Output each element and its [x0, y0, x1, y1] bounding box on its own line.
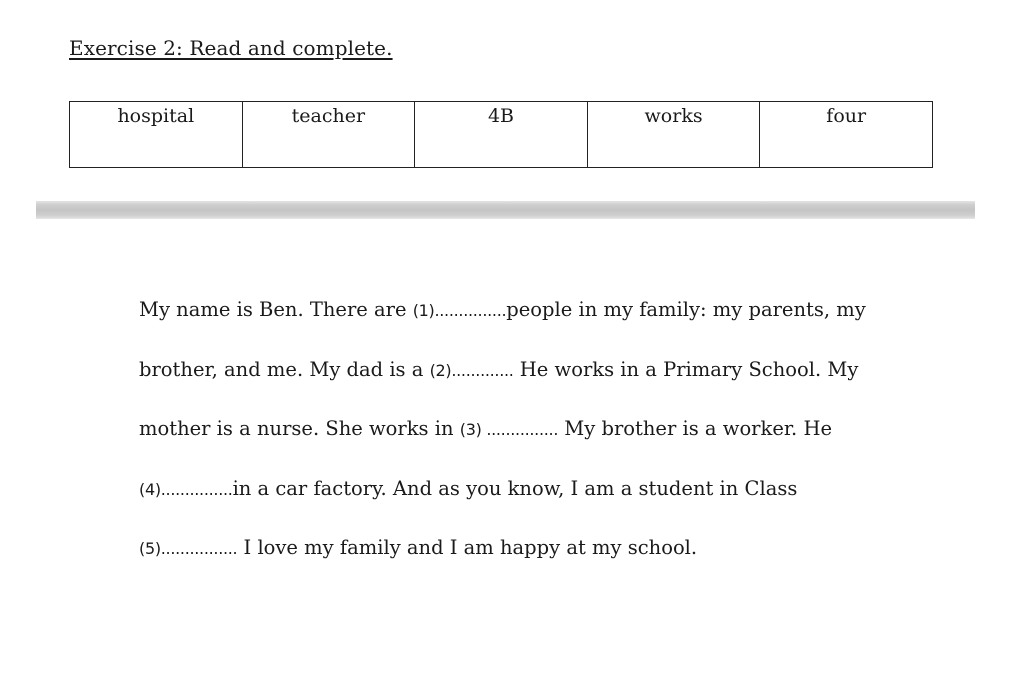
passage-text: brother, and me. My dad is a	[139, 357, 430, 381]
word-bank-cell: 4B	[415, 102, 588, 168]
passage-line-4	[139, 471, 929, 531]
passage-line-5	[139, 530, 929, 590]
passage-text: mother is a nurse. She works in	[139, 417, 460, 440]
blank-1: (1)...............	[412, 301, 507, 320]
word-bank-table	[69, 101, 933, 168]
blank-4: (4)...............	[139, 479, 233, 499]
reading-passage	[139, 292, 929, 590]
section-divider	[36, 201, 975, 219]
exercise-title: Exercise 2: Read and complete.	[69, 36, 393, 60]
passage-line-2	[139, 352, 929, 412]
passage-text: My brother is a worker. He	[558, 417, 832, 440]
passage-text: people in my family: my parents, my	[506, 298, 866, 321]
passage-line-3	[139, 411, 929, 471]
word-bank-cell: works	[587, 102, 760, 168]
word-bank-cell: teacher	[242, 102, 415, 168]
word-bank-row	[70, 102, 933, 168]
blank-3: (3) ...............	[459, 420, 559, 439]
passage-text: He works in a Primary School. My	[513, 357, 859, 381]
blank-5: (5)................	[139, 539, 238, 558]
word-bank-cell: four	[760, 102, 933, 168]
passage-text: I love my family and I am happy at my school.	[237, 536, 698, 559]
passage-text: in a car factory. And as you know, I am a student in Class	[232, 476, 798, 500]
blank-2: (2).............	[429, 360, 514, 380]
passage-text: My name is Ben. There are	[139, 298, 413, 321]
passage-line-1	[139, 292, 929, 352]
word-bank-cell: hospital	[70, 102, 243, 168]
